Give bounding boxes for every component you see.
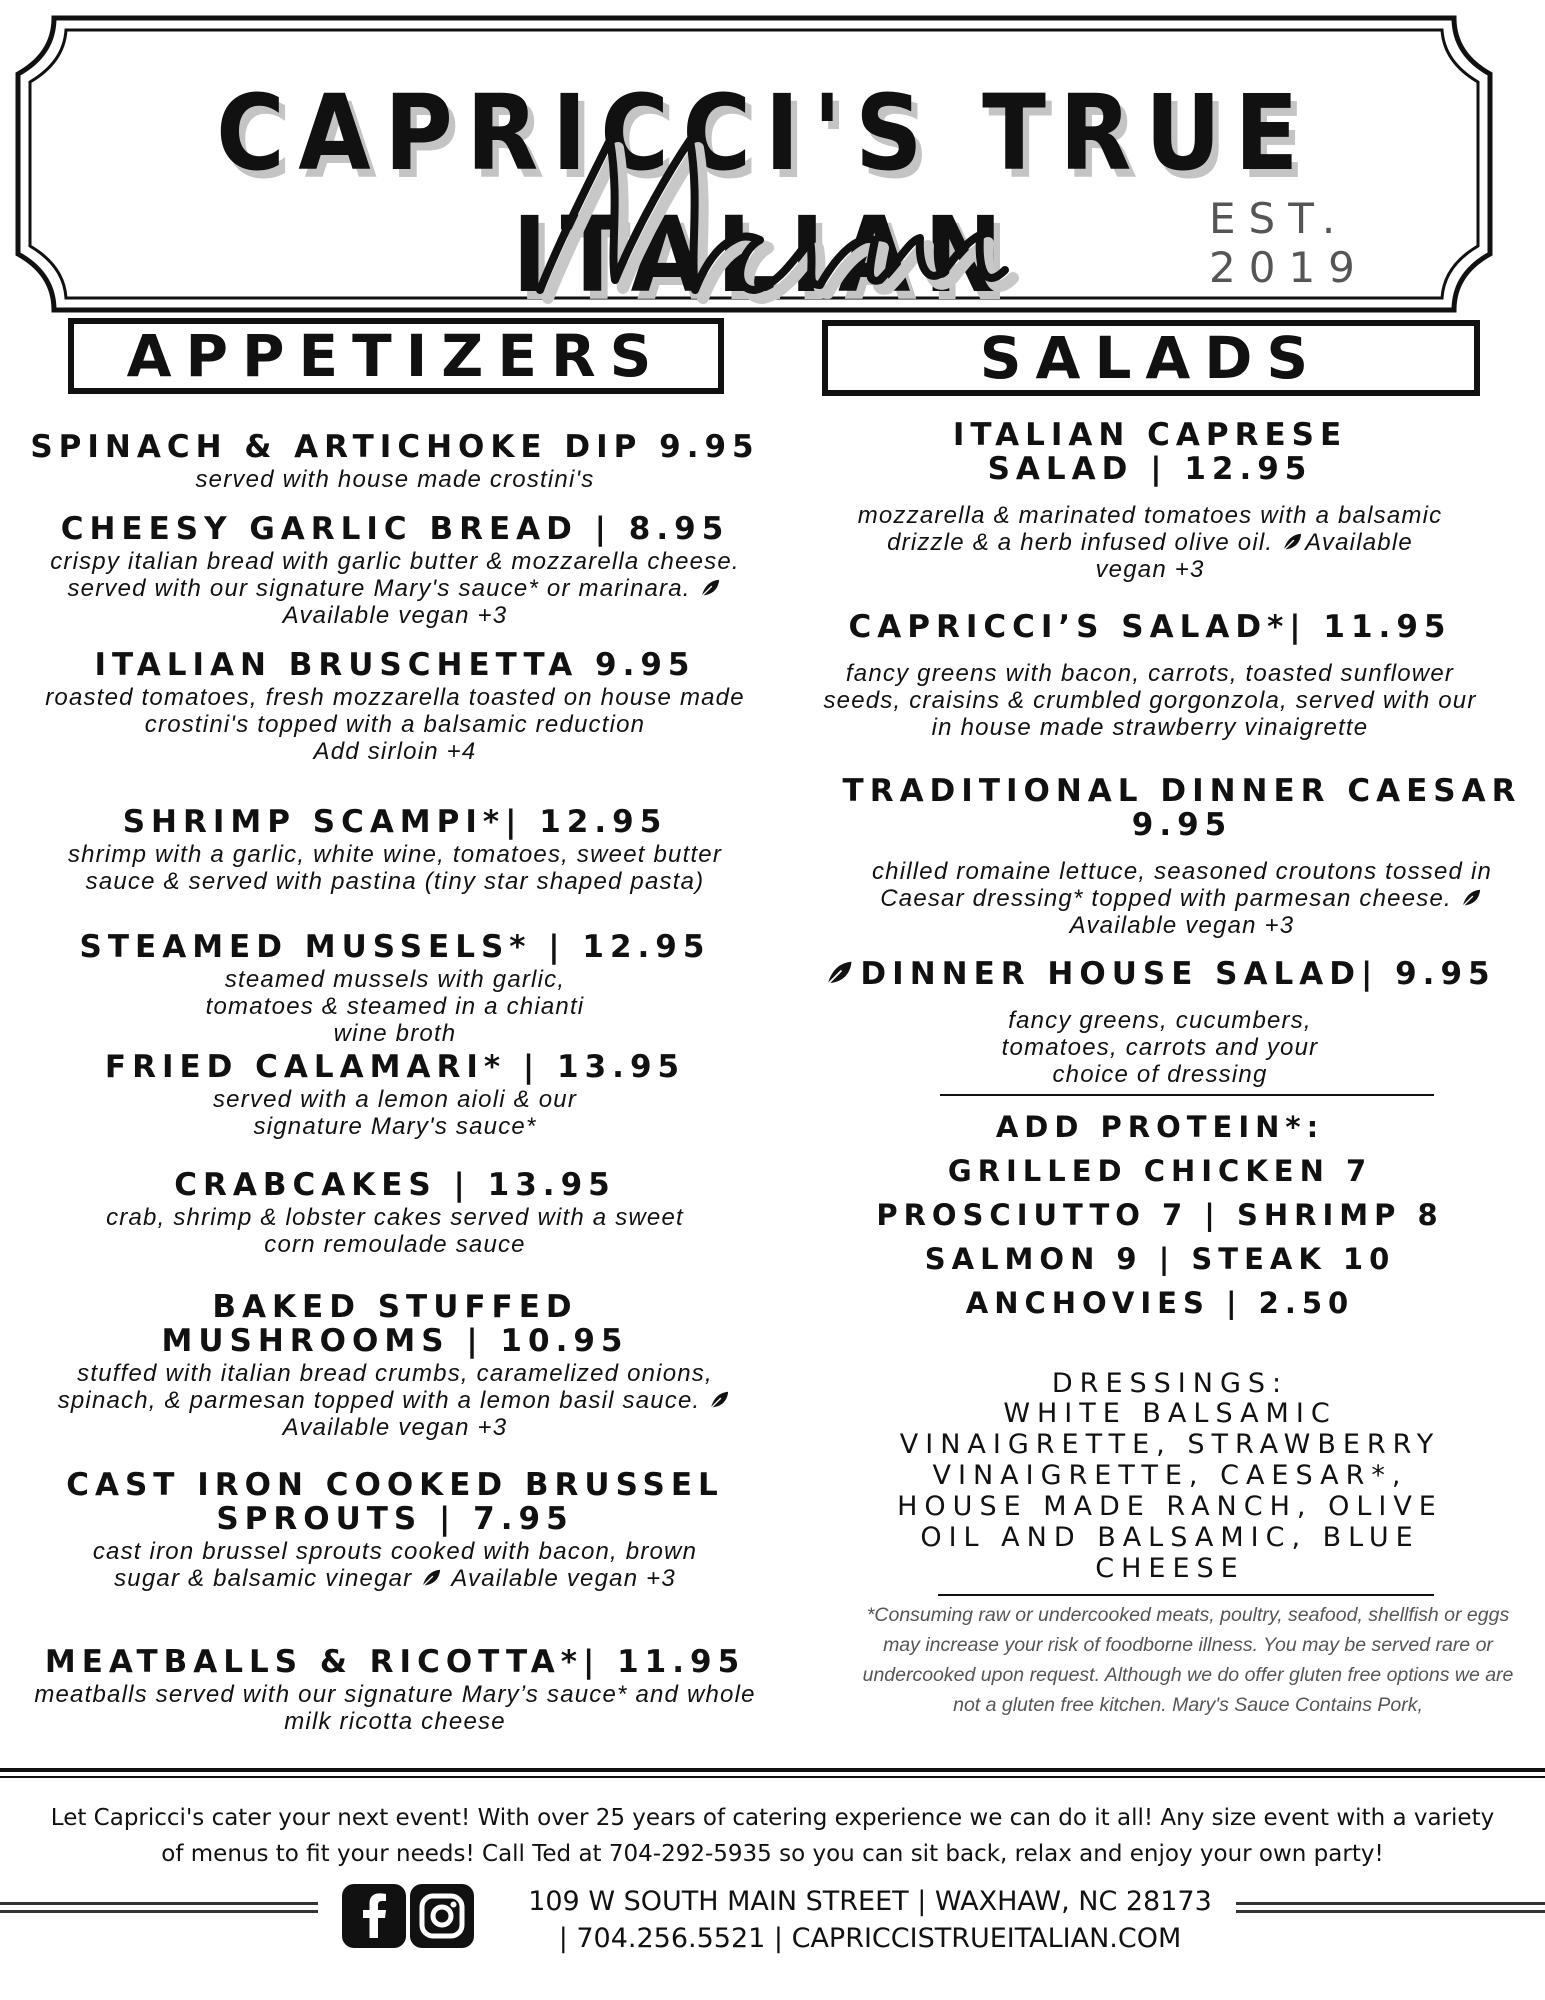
menu-item-fried-calamari	[20, 1050, 770, 1140]
vegan-leaf-icon	[699, 577, 721, 599]
item-desc: mozzarella & marinated tomatoes with a balsamic drizzle & a herb infused olive oil.	[857, 502, 1443, 556]
item-title: MEATBALLS & RICOTTA*| 11.95	[44, 1644, 746, 1680]
vegan-note: Available vegan +3	[444, 1565, 676, 1592]
phone-web-line: | 704.256.5521 | CAPRICCISTRUEITALIAN.COM	[558, 1923, 1182, 1954]
vegan-leaf-icon	[1281, 531, 1303, 553]
menu-item-spinach-dip	[20, 430, 770, 493]
salad-item-caprese	[830, 418, 1470, 583]
restaurant-name: CAPRICCI'S TRUE ITALIAN	[216, 72, 1312, 316]
vegan-leaf-icon	[420, 1567, 442, 1589]
item-desc: stuffed with italian bread crumbs, caramelized onions, spinach, & parmesan topped with a lemon basil sauce.	[57, 1360, 713, 1414]
salads-heading: SALADS	[822, 320, 1480, 396]
divider	[938, 1594, 1434, 1596]
established-year: EST. 2019	[1209, 194, 1368, 292]
vegan-leaf-icon	[824, 958, 854, 988]
item-title: CRABCAKES | 13.95	[174, 1167, 616, 1203]
item-desc: crispy italian bread with garlic butter & mozzarella cheese. served with our signature Mary's sauce* or marinara.	[50, 548, 740, 602]
instagram-icon[interactable]	[410, 1884, 474, 1948]
menu-item-brussel-sprouts	[20, 1468, 770, 1592]
item-title: FRIED CALAMARI* | 13.95	[104, 1049, 686, 1085]
menu-item-stuffed-mushrooms	[20, 1290, 770, 1441]
item-title: STEAMED MUSSELS* | 12.95	[79, 929, 711, 965]
vegan-note: Available vegan +3	[282, 1414, 508, 1441]
item-extra: Add sirloin +4	[313, 738, 477, 765]
dressings-heading: DRESSINGS:	[1051, 1368, 1289, 1399]
protein-line: GRILLED CHICKEN 7	[947, 1154, 1373, 1188]
item-title: SPINACH & ARTICHOKE DIP 9.95	[30, 429, 760, 465]
footer-side-rule-left	[0, 1902, 318, 1918]
footer-rule	[0, 1768, 1545, 1772]
add-protein-heading: ADD PROTEIN*:	[995, 1110, 1325, 1144]
divider	[940, 1094, 1434, 1096]
item-desc: meatballs served with our signature Mary’s sauce* and whole milk ricotta cheese	[34, 1681, 756, 1735]
item-desc: roasted tomatoes, fresh mozzarella toasted on house made crostini's topped with a balsamic reduction	[45, 684, 745, 738]
item-desc: fancy greens, cucumbers, tomatoes, carrots and your choice of dressing	[1001, 1007, 1319, 1088]
vegan-leaf-icon	[708, 1389, 730, 1411]
facebook-icon[interactable]	[342, 1884, 406, 1948]
item-title: DINNER HOUSE SALAD| 9.95	[860, 956, 1496, 992]
item-desc: chilled romaine lettuce, seasoned croutons tossed in Caesar dressing* topped with parmesan cheese.	[871, 858, 1493, 912]
vegan-note: Available vegan +3	[1069, 912, 1295, 939]
protein-line: ANCHOVIES | 2.50	[965, 1286, 1355, 1320]
item-desc: fancy greens with bacon, carrots, toasted sunflower seeds, craisins & crumbled gorgonzola, served with our in house made strawberry vinaigrette	[823, 660, 1477, 741]
item-title: CHEESY GARLIC BREAD | 8.95	[60, 511, 730, 547]
protein-line: SALMON 9 | STEAK 10	[924, 1242, 1396, 1276]
item-desc: steamed mussels with garlic, tomatoes & steamed in a chianti wine broth	[205, 966, 585, 1047]
vegan-note: Available vegan +3	[282, 602, 508, 629]
salad-item-caesar	[822, 774, 1542, 939]
footer-rule	[0, 1776, 1545, 1778]
vegan-leaf-icon	[1460, 887, 1482, 909]
item-title: BAKED STUFFED MUSHROOMS | 10.95	[161, 1289, 629, 1359]
food-safety-disclaimer: *Consuming raw or undercooked meats, poultry, seafood, shellfish or eggs may increase your risk of foodborne illness. You may be served rare or undercooked upon request. Although we do offer gluten free options we are not a gluten free kitchen. Mary's Sauce Contains Pork,	[862, 1604, 1514, 1716]
menu-item-meatballs-ricotta	[20, 1645, 770, 1735]
vegan-note: Available vegan +3	[1095, 529, 1413, 583]
script-menu-title	[500, 120, 1060, 340]
item-title: ITALIAN BRUSCHETTA 9.95	[94, 647, 696, 683]
item-title: CAST IRON COOKED BRUSSEL SPROUTS | 7.95	[66, 1467, 724, 1537]
item-desc: served with a lemon aioli & our signature Mary's sauce*	[212, 1086, 578, 1140]
salad-item-capricci	[800, 610, 1500, 741]
item-title: ITALIAN CAPRESE SALAD | 12.95	[952, 417, 1348, 487]
item-desc: crab, shrimp & lobster cakes served with a sweet corn remoulade sauce	[106, 1204, 684, 1258]
item-desc: served with house made crostini's	[195, 466, 595, 493]
footer-side-rule-right	[1236, 1902, 1545, 1918]
protein-line: PROSCIUTTO 7 | SHRIMP 8	[876, 1198, 1444, 1232]
item-title: SHRIMP SCAMPI*| 12.95	[122, 804, 668, 840]
dressings-list: WHITE BALSAMIC VINAIGRETTE, STRAWBERRY VINAIGRETTE, CAESAR*, HOUSE MADE RANCH, OLIVE OIL AND BALSAMIC, BLUE CHEESE	[897, 1398, 1443, 1584]
menu-item-crabcakes	[20, 1168, 770, 1258]
menu-item-garlic-bread	[30, 512, 760, 629]
catering-note: Let Capricci's cater your next event! With over 25 years of catering experience we can do it all! Any size event with a variety of menus to fit your needs! Call Ted at 704-292-5935 so you can sit back, relax and enjoy your own party!	[50, 1805, 1495, 1867]
item-desc: shrimp with a garlic, white wine, tomatoes, sweet butter sauce & served with pastina (tiny star shaped pasta)	[67, 841, 723, 895]
menu-item-steamed-mussels	[20, 930, 770, 1047]
menu-item-shrimp-scampi	[20, 805, 770, 895]
address-line: 109 W SOUTH MAIN STREET | WAXHAW, NC 28173	[528, 1886, 1212, 1917]
menu-item-bruschetta	[20, 648, 770, 765]
item-title: CAPRICCI’S SALAD*| 11.95	[848, 609, 1452, 645]
appetizers-heading: APPETIZERS	[68, 318, 724, 394]
address-block	[490, 1883, 1250, 1957]
item-title: TRADITIONAL DINNER CAESAR 9.95	[842, 773, 1522, 843]
item-desc: cast iron brussel sprouts cooked with bacon, brown sugar & balsamic vinegar	[92, 1538, 698, 1592]
salad-item-house	[810, 957, 1510, 1088]
